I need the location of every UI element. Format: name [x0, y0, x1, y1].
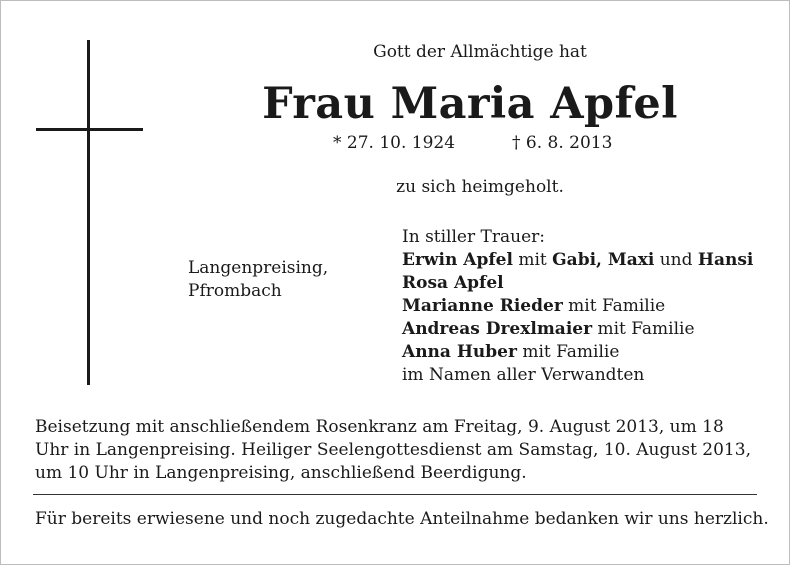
mourner-line [402, 249, 753, 272]
place-line: Pfrombach [188, 281, 282, 301]
mourning-label: In stiller Trauer: [402, 227, 545, 247]
mourners-list [402, 226, 753, 387]
mourner-line [402, 364, 753, 387]
mourner-line [402, 318, 753, 341]
mourner-name: Anna Huber [402, 342, 517, 362]
connector-text: mit Familie [592, 319, 695, 339]
cross-symbol-vertical [87, 40, 90, 385]
thanks-text: Für bereits erwiesene und noch zugedachte Anteilnahme bedanken wir uns herzlich. [35, 509, 769, 529]
mourner-name: Hansi [697, 250, 754, 270]
connector-text: und [654, 250, 698, 270]
divider [33, 494, 757, 495]
mourner-line [402, 272, 753, 295]
intro-text: Gott der Allmächtige hat [373, 42, 587, 62]
taken-home-text: zu sich heimgeholt. [396, 177, 564, 197]
connector-text: mit Familie [516, 342, 620, 362]
mourner-line [402, 341, 753, 364]
mourner-name: Marianne Rieder [402, 296, 563, 316]
place-line: Langenpreising, [188, 258, 329, 278]
mourner-name: Gabi, Maxi [552, 250, 655, 270]
mourner-name: Rosa Apfel [402, 273, 504, 293]
mourner-line [402, 295, 753, 318]
mourner-name: Andreas Drexlmaier [402, 319, 593, 339]
funeral-details: Beisetzung mit anschließendem Rosenkranz am Freitag, 9. August 2013, um 18 Uhr in Langenpreising. Heiliger Seelengottesdienst am Samstag, 10. August 2013, um 10 Uhr in Langenpreising, anschließend Beerdigung. [35, 417, 751, 483]
death-date: † 6. 8. 2013 [512, 133, 613, 153]
connector-text: mit Familie [562, 296, 666, 316]
deceased-name: Frau Maria Apfel [262, 79, 678, 129]
connector-text: mit [512, 250, 553, 270]
cross-symbol-horizontal [36, 128, 143, 131]
connector-text: im Namen aller Verwandten [402, 365, 645, 385]
mourner-name: Erwin Apfel [402, 250, 513, 270]
birth-date: * 27. 10. 1924 [333, 133, 456, 153]
places [188, 257, 328, 303]
